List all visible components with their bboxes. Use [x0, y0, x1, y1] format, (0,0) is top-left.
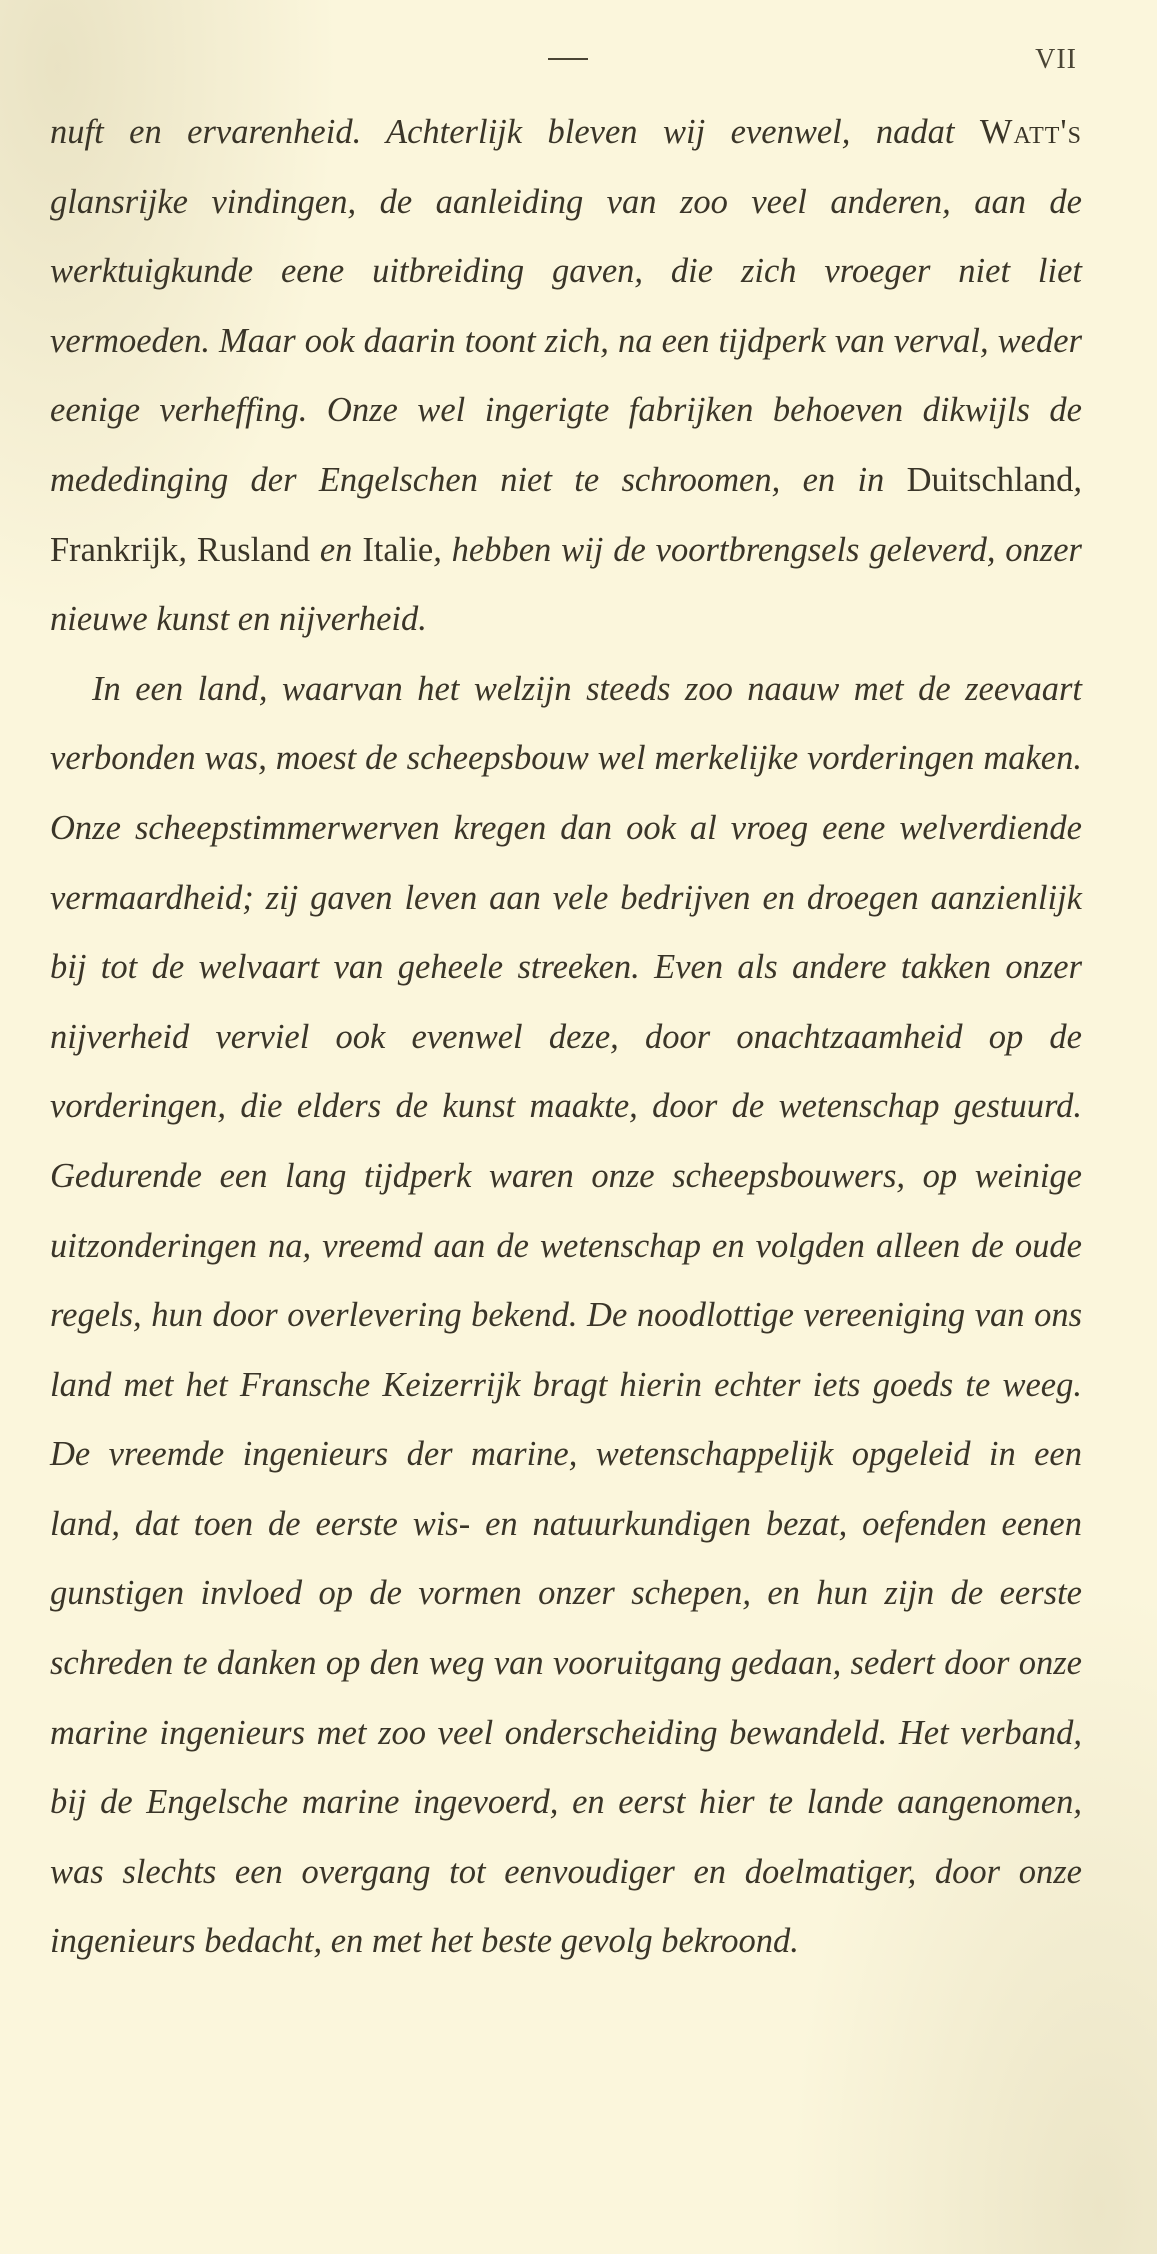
page-number: VII	[1035, 44, 1077, 75]
body-text	[50, 98, 1082, 1977]
text-run-roman: Rusland	[196, 530, 310, 569]
paragraph-1	[50, 98, 1082, 655]
text-run: In een land, waarvan het welzijn steeds zoo naauw met de zeevaart verbonden was, moest de scheepsbouw wel merkelijke vorderingen maken. Onze scheepstimmerwerven kregen dan ook al vroeg eene welverdiende vermaardheid; zij gaven leven aan vele bedrijven en droegen aanzienlijk bij tot de welvaart van geheele streeken. Even als andere takken onzer nijverheid verviel ook evenwel deze, door onachtzaamheid op de vorderingen, die elders de kunst maakte, door de wetenschap gestuurd. Gedurende een lang tijdperk waren onze scheepsbouwers, op weinige uitzonderingen na, vreemd aan de wetenschap en volgden alleen de oude regels, hun door overlevering bekend. De noodlottige vereeniging van ons land met het Fransche Keizerrijk bragt hierin echter iets goeds te weeg. De vreemde ingenieurs der marine, wetenschappelijk opgeleid in een land, dat toen de eerste wis- en natuurkundigen bezat, oefenden eenen gunstigen invloed op de vormen onzer schepen, en hun zijn de eerste schreden te danken op den weg van vooruitgang gedaan, sedert door onze marine ingenieurs met zoo veel onderscheiding bewandeld. Het verband, bij de Engelsche marine ingevoerd, en eerst hier te lande aangenomen, was slechts een overgang tot eenvoudiger en doelmatiger, door onze ingenieurs bedacht, en met het beste gevolg bekroond.	[50, 669, 1082, 1961]
header-rule	[548, 58, 588, 60]
text-run: , hebben wij de voortbrengsels geleverd, onzer nieuwe kunst en nijverheid.	[50, 530, 1082, 639]
text-run: ,	[178, 530, 197, 569]
text-run: en	[310, 530, 363, 569]
text-run-smallcaps: Watt's	[979, 113, 1082, 151]
text-run: nuft en ervarenheid. Achterlijk bleven wij evenwel, nadat	[50, 113, 980, 151]
text-run-roman: Italie	[362, 530, 434, 569]
text-run-roman: Frankrijk	[50, 530, 179, 569]
text-run: ,	[1073, 460, 1082, 499]
paragraph-2	[50, 655, 1082, 1977]
text-run: glansrijke vindingen, de aanleiding van zoo veel anderen, aan de werktuigkunde eene uitbreiding gaven, die zich vroeger niet liet vermoeden. Maar ook daarin toont zich, na een tijdperk van verval, weder eenige verheffing. Onze wel ingerigte fabrijken behoeven dikwijls de mededinging der Engelschen niet te schroomen, en in	[50, 182, 1082, 499]
text-run-roman: Duitschland	[906, 460, 1074, 499]
page-header	[0, 44, 1157, 74]
